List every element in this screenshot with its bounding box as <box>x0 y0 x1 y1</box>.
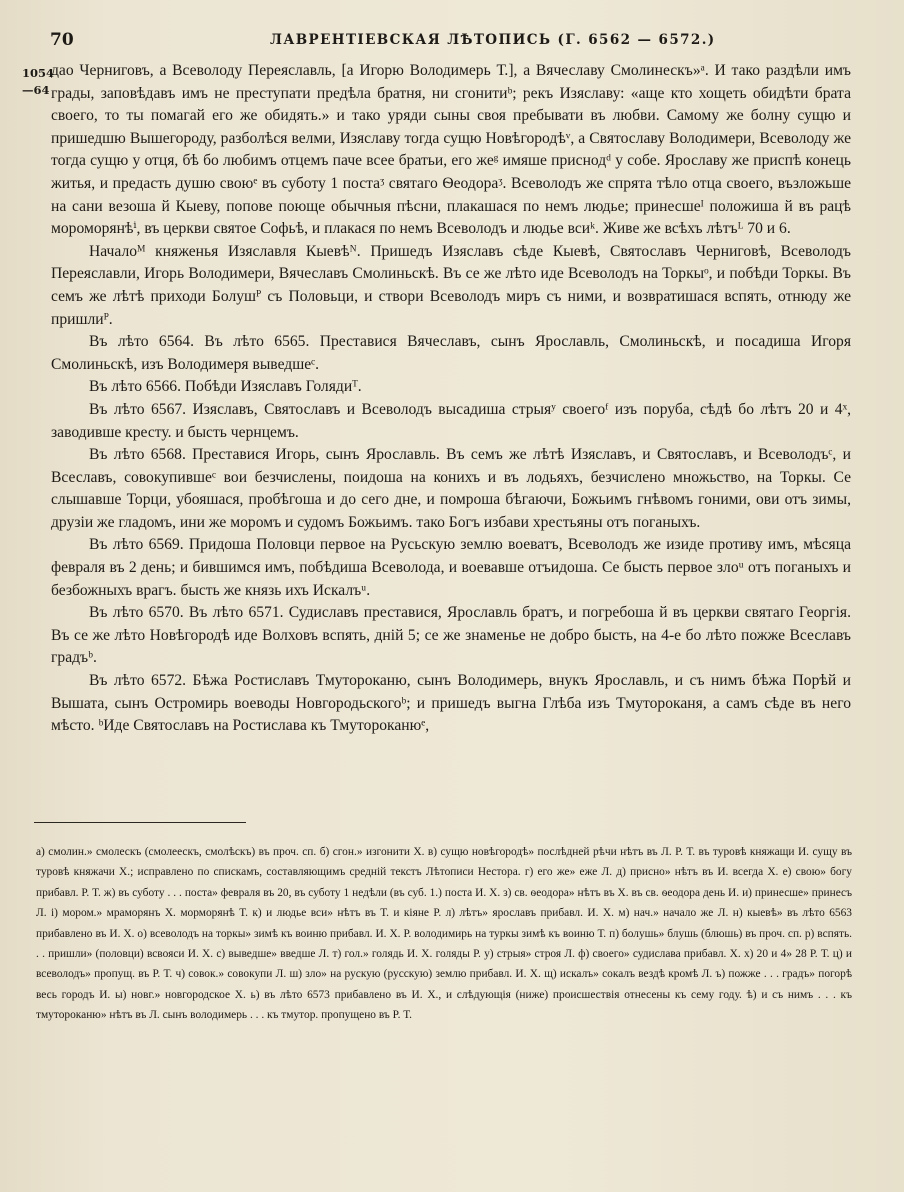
footnotes-text: а) смолин.» смолескъ (смолеескъ, смолѣскъ) въ проч. сп. б) сгон.» изгонити Х. в) сущю новѣгородѣ» послѣдней рѣчи нѣтъ въ Л. Р. Т. въ туровѣ княжащи И. сущу въ туровѣ княжачи Х.; исправлено по спискамъ, составляющимъ средній текстъ Лѣтописи Нестора. г) его же» еже Л. д) присно» нѣтъ въ И. всегда Х. е) свою» богу прибавл. Р. Т. ж) въ суботу . . . поста» февраля въ 20, въ суботу 1 недѣли (въ суб. 1.) поста И. Х. з) св. ѳеодора» нѣтъ въ Х. въ св. ѳеодора день И. и) принесше» принесъ Л. і) мором.» мраморянъ Х. морморянѣ Т. к) и людье вси» нѣтъ въ Т. и кіяне Р. л) лѣтъ» ярославъ прибавл. И. Х. м) нач.» начало же Л. н) кыевѣ» въ лѣто 6563 прибавлено въ И. Х. о) всеволодъ на торкы» зимѣ къ воиню прибавл. И. Х. Р. володимирь на туркы зимѣ къ воиню Т. п) болушь» блушь (блюшь) въ проч. сп. р) вспять. . . пришли» (половци) всвояси И. Х. с) выведше» введше Л. т) гол.» голядь И. Х. голяды Р. у) стрыя» строя Л. ф) своего» судислава прибавл. Х. х) 20 и 4» 28 Р. Т. ц) и всеволодъ» пропущ. въ Р. Т. ч) совок.» совокупи Л. ш) зло» на рускую (русскую) землю прибавл. И. Х. щ) искалъ» сокалъ вездѣ кромѣ Л. ъ) пожже . . . градъ» погорѣ весь городъ И. ы) новг.» новгородское Х. ь) въ лѣто 6573 прибавлено въ И. Х., и слѣдующія (ниже) происшествія отнесены къ сему году. ѣ) и съ нимъ . . . къ тмутороканю» нѣтъ въ Л. сынъ володимерь . . . къ тмутор. пропущено въ Р. Т. <box>36 846 852 1022</box>
running-title: ЛАВРЕНТІЕВСКАЯ ЛѢТОПИСЬ (Г. 6562 — 6572.) <box>270 32 716 48</box>
main-text <box>51 60 851 738</box>
page-number: 70 <box>50 30 74 50</box>
margin-year-end: —64 <box>22 83 50 97</box>
paragraph-7: Въ лѣто 6569. Придоша Половци первое на Русьскую землю воеватъ, Всеволодъ же изиде противу имъ, мѣсяца февраля въ 2 день; и бившимся имъ, побѣдиша Всеволода, и воевавше отъидоша. Се бысть первое злоᵘ отъ поганыхъ и безбожныхъ врагъ. бысть же князь ихъ Искалъᵘ. <box>51 536 851 599</box>
paragraph-9: Въ лѣто 6572. Бѣжа Ростиславъ Тмутороканю, сынъ Володимерь, внукъ Ярославль, и съ нимъ бѣжа Порѣй и Вышата, сынъ Остромирь воеводы Новгородьскогоᵇ; и пришедъ выгна Глѣба изъ Тмутороканя, а самъ сѣде въ него мѣсто. ᵇИде Святославъ на Ростислава къ Тмутороканюᵉ, <box>51 672 851 735</box>
footnote-divider <box>34 822 246 823</box>
paragraph-8: Въ лѣто 6570. Въ лѣто 6571. Судиславъ преставися, Ярославль братъ, и погребоша й въ церкви святаго Георгія. Въ се же лѣто Новѣгородѣ иде Волховъ вспять, дній 5; се же знаменье не добро бысть, на 4-е бо лѣто пожже Всеславъ градъᵇ. <box>51 604 851 667</box>
footnotes <box>36 842 852 1026</box>
margin-year-start: 1054 <box>22 66 55 80</box>
paragraph-2: Началоᴹ княженья Изяславля Кыевѣᴺ. Пришедъ Изяславъ сѣде Кыевѣ, Святославъ Черниговѣ, Всеволодъ Переяславли, Игорь Володимери, Вячеславъ Смолиньскѣ. Въ се же лѣто иде Всеволодъ на Торкыᵒ, и побѣди Торкы. Въ семъ же лѣтѣ приходи Болушᴾ съ Половьци, и створи Всеволодъ миръ съ ними, и возвратишася вспять, отнюду же пришлиᴾ. <box>51 242 851 328</box>
paragraph-4: Въ лѣто 6566. Побѣди Изяславъ Голядиᵀ. <box>89 378 362 396</box>
paragraph-5: Въ лѣто 6567. Изяславъ, Святославъ и Всеволодъ высадиша стрыяʸ своегоᶠ изъ поруба, сѣдѣ бо лѣтъ 20 и 4ˣ, заводивше кресту. и бысть чернцемъ. <box>51 400 851 441</box>
paragraph-1: дао Черниговъ, а Всеволоду Переяславль, [а Игорю Володимерь Т.], а Вячеславу Смолинескъ»ᵃ. И тако раздѣли имъ грады, заповѣдавъ имъ не преступати предѣла братня, ни сгонитиᵇ; рекъ Изяславу: «аще кто хощеть обидѣти брата своего, то ты помагай его же обидять.» и тако уряди сыны своя пребывати въ любви. Самому же болну сущю и пришедшю Вышегороду, разболѣся велми, Изяславу тогда сущю Новѣгородѣᵛ, а Святославу Володимери, Всеволоду же тогда сущю у отця, бѣ бо любимъ отцемъ паче всее братьи, его жеᵍ имяше приснодᵈ у собе. Ярославу же приспѣ конець житья, и предасть душю своюᵉ въ суботу 1 постаᶾ святаго Ѳеодораᶾ. Всеволодъ же спрята тѣло отца своего, възложьше на сани везоша й Кыеву, попове поюще обычныя пѣсни, плакашася по немъ людье; принесшеᴵ положиша й въ рацѣ мороморянѣⁱ, въ церкви святое Софьѣ, и плакася по немъ Всеволодъ и людье всиᵏ. Живе же всѣхъ лѣтъᴸ 70 и 6. <box>51 62 851 238</box>
paragraph-3: Въ лѣто 6564. Въ лѣто 6565. Преставися Вячеславъ, сынъ Ярославль, Смолиньскѣ, и посадиша Игоря Смолиньскѣ, изъ Володимеря выведшеᶜ. <box>51 333 851 373</box>
page-header <box>50 30 860 52</box>
paragraph-6: Въ лѣто 6568. Преставися Игорь, сынъ Ярославль. Въ семъ же лѣтѣ Изяславъ, и Святославъ, и Всеволодъᶜ, и Всеславъ, совокупившеᶜ вои безчислены, поидоша на конихъ и въ лодьяхъ, безчислено множьство, на Торкы. Се слышавше Торци, убояшася, пробѣгоша и до сего дне, и помроша бѣгаючи, Божьимъ гнѣвомъ гоними, ови отъ зимы, друзіи же гладомъ, ини же моромъ и судомъ Божьимъ. тако Богъ избави хрестьяны отъ поганыхъ. <box>51 446 851 531</box>
